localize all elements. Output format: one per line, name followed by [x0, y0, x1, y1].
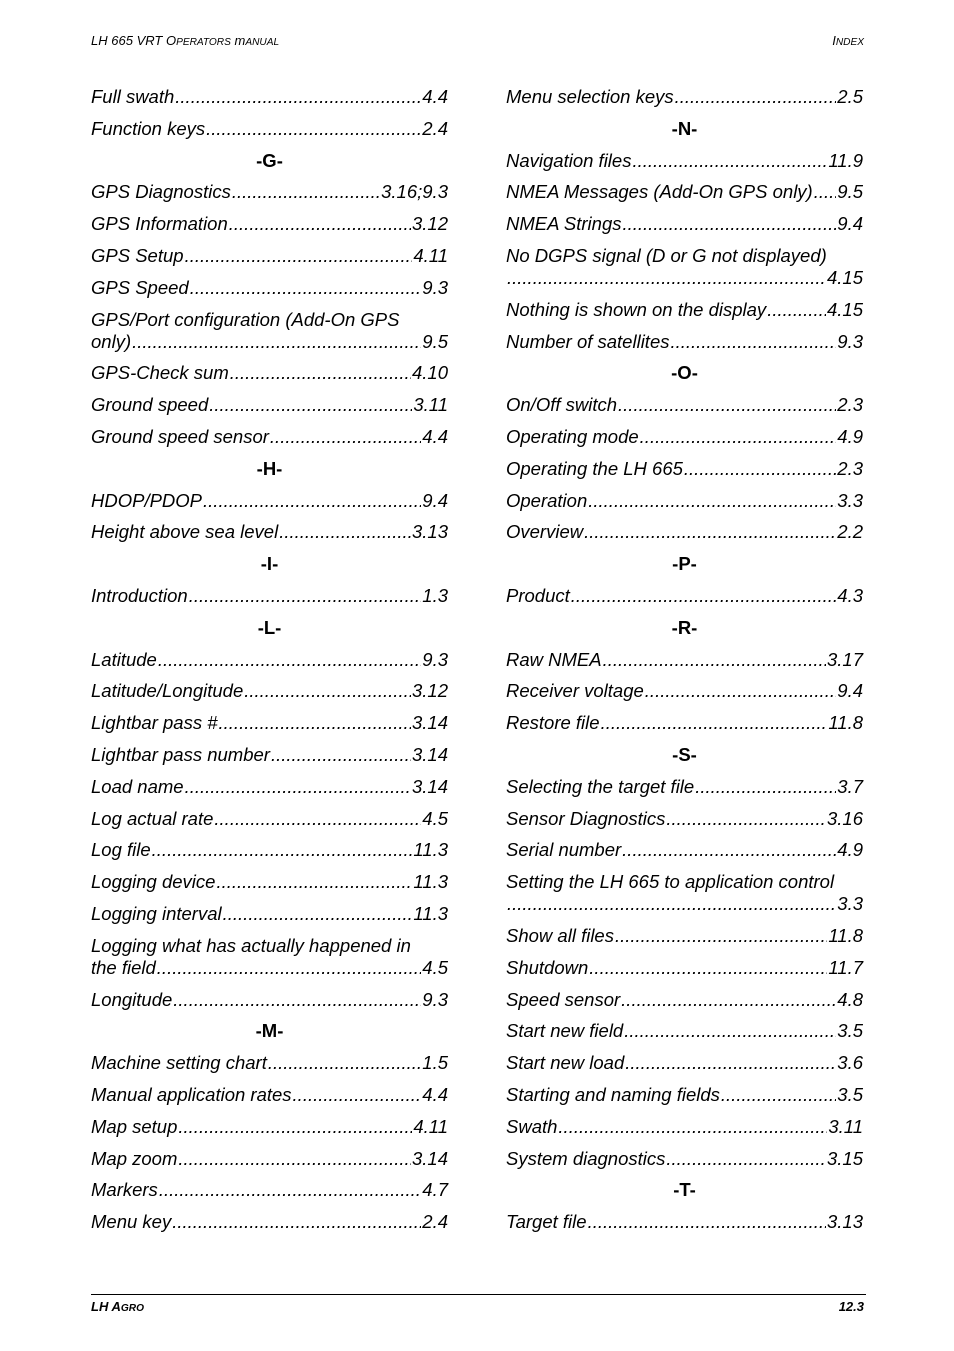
index-term: Ground speed sensor: [91, 425, 269, 447]
index-term: Navigation files: [506, 149, 632, 171]
index-entry: [91, 362, 448, 384]
index-page-ref: 2.3: [837, 394, 863, 416]
index-term: Menu selection keys: [506, 86, 674, 107]
index-entry: [91, 839, 448, 861]
index-entry: [91, 649, 448, 671]
dot-leader: [622, 213, 836, 235]
index-term: Speed sensor: [506, 988, 621, 1010]
index-term: Map setup: [91, 1115, 178, 1137]
index-letter-heading: -H-: [256, 457, 283, 479]
dot-leader: [632, 150, 827, 172]
dot-leader: [244, 680, 411, 702]
index-page-ref: 3.3: [837, 489, 863, 511]
index-term: Latitude/Longitude: [91, 680, 244, 702]
index-page-ref: 4.9: [837, 425, 863, 447]
dot-leader: [159, 1179, 421, 1201]
index-term: System diagnostics: [506, 1147, 666, 1169]
dot-leader: [721, 1084, 836, 1106]
index-entry: [91, 989, 448, 1011]
index-term: GPS Diagnostics: [91, 181, 231, 203]
manual-title: LH 665 VRT OPERATORS mANUAL: [91, 33, 280, 48]
index-term: Starting and naming fields: [506, 1083, 720, 1105]
index-entry: [506, 1148, 863, 1170]
index-letter-heading: -N-: [671, 117, 698, 139]
dot-leader: [666, 808, 826, 830]
index-entry: [91, 935, 448, 979]
dot-leader: [152, 839, 413, 861]
index-entry: [91, 744, 448, 766]
index-entry: [91, 1148, 448, 1170]
index-page-ref: 1.5: [422, 1052, 448, 1074]
dot-leader: [223, 903, 413, 925]
index-page-ref: 4.7: [422, 1179, 448, 1201]
index-term: Introduction: [91, 584, 188, 606]
index-entry: [506, 1084, 863, 1106]
index-term: Receiver voltage: [506, 680, 644, 702]
index-term: Logging interval: [91, 902, 222, 924]
index-term: Start new field: [506, 1020, 624, 1042]
index-term: Product: [506, 584, 570, 606]
index-entry: [506, 957, 863, 979]
index-page-ref: 2.3: [837, 457, 863, 479]
index-page-ref: 3.14: [411, 775, 448, 797]
dot-leader: [279, 521, 411, 543]
dot-leader: [203, 490, 421, 512]
dot-leader: [175, 86, 421, 108]
index-page-ref: 11.7: [828, 956, 863, 978]
index-page-ref: 4.10: [411, 362, 448, 384]
index-page-ref: 3.13: [411, 521, 448, 543]
index-term: NMEA Messages (Add-On GPS only): [506, 181, 813, 203]
index-entry: [506, 1116, 863, 1138]
index-page-ref: 9.5: [422, 330, 448, 352]
index-term: Log actual rate: [91, 807, 214, 829]
dot-leader: [675, 86, 837, 108]
index-page-ref: 4.11: [413, 1115, 448, 1137]
index-page-ref: 11.8: [828, 712, 863, 734]
index-term: only): [91, 330, 132, 352]
dot-leader: [814, 181, 837, 203]
index-term: Manual application rates: [91, 1083, 292, 1105]
index-entry: [91, 394, 448, 416]
dot-leader: [670, 331, 836, 353]
index-page-ref: 3.5: [837, 1020, 863, 1042]
index-entry: [506, 458, 863, 480]
index-entry: [91, 426, 448, 448]
index-entry: [506, 776, 863, 798]
index-entry: [506, 712, 863, 734]
index-entry: [506, 394, 863, 416]
dot-leader: [219, 712, 411, 734]
dot-leader: [621, 989, 836, 1011]
index-entry: [506, 331, 863, 353]
index-term: Swath: [506, 1115, 558, 1137]
index-entry: [506, 213, 863, 235]
index-term: Logging device: [91, 871, 216, 893]
index-page-ref: 4.3: [837, 584, 863, 606]
index-term: Function keys: [91, 117, 206, 139]
index-page-ref: 1.3: [422, 584, 448, 606]
index-page-ref: 11.9: [828, 149, 863, 171]
index-page-ref: 3.6: [837, 1052, 863, 1074]
dot-leader: [624, 1020, 836, 1042]
index-letter-heading: -L-: [257, 616, 282, 638]
dot-leader: [588, 1211, 826, 1233]
index-page-ref: 3.7: [837, 775, 863, 797]
dot-leader: [214, 808, 421, 830]
dot-leader: [622, 839, 836, 861]
index-entry: [506, 839, 863, 861]
index-term: Restore file: [506, 712, 600, 734]
dot-leader: [230, 362, 411, 384]
dot-leader: [588, 490, 836, 512]
index-entry: [506, 490, 863, 512]
index-page-ref: 3.11: [413, 394, 448, 416]
index-term: Menu key: [91, 1211, 172, 1233]
index-entry: [506, 989, 863, 1011]
index-entry: [91, 808, 448, 830]
section-title: INDEX: [832, 33, 864, 48]
index-entry: [91, 277, 448, 299]
index-page-ref: 4.8: [837, 988, 863, 1010]
dot-leader: [603, 649, 826, 671]
index-term-line: Logging what has actually happened in: [91, 934, 411, 956]
index-entry: [91, 86, 448, 108]
dot-leader: [206, 118, 421, 140]
index-entry: [506, 245, 863, 289]
dot-leader: [172, 1211, 421, 1233]
dot-leader: [232, 181, 380, 203]
dot-leader: [189, 585, 422, 607]
index-term: Map zoom: [91, 1147, 178, 1169]
dot-leader: [270, 426, 421, 448]
index-page-ref: 2.5: [837, 86, 863, 107]
index-term: Height above sea level: [91, 521, 279, 543]
index-page-ref: 9.4: [837, 213, 863, 235]
index-page-ref: 3.11: [828, 1115, 863, 1137]
index-page-ref: 3.14: [411, 743, 448, 765]
index-term: GPS Information: [91, 213, 228, 235]
index-term: Longitude: [91, 988, 173, 1010]
dot-leader: [640, 426, 837, 448]
page-footer: [91, 1294, 866, 1314]
index-term: GPS Speed: [91, 276, 189, 298]
index-term: Load name: [91, 775, 184, 797]
index-page-ref: 3.12: [411, 213, 448, 235]
dot-leader: [132, 331, 421, 353]
index-page-ref: 9.5: [837, 181, 863, 203]
dot-leader: [601, 712, 828, 734]
dot-leader: [684, 458, 836, 480]
index-page-ref: 3.3: [837, 893, 863, 915]
index-letter-heading: -S-: [672, 743, 697, 765]
index-entry: [506, 871, 863, 915]
index-entry: [91, 521, 448, 543]
dot-leader: [178, 1148, 411, 1170]
index-page-ref: 2.4: [422, 1211, 448, 1233]
index-entry: [91, 213, 448, 235]
index-entry: [91, 1052, 448, 1074]
dot-leader: [293, 1084, 422, 1106]
index-entry: [506, 649, 863, 671]
index-term-line: GPS/Port configuration (Add-On GPS: [91, 308, 400, 330]
index-term: Raw NMEA: [506, 648, 602, 670]
index-term: Latitude: [91, 648, 157, 670]
dot-leader: [558, 1116, 827, 1138]
index-page-ref: 3.14: [411, 712, 448, 734]
index-letter-heading: -R-: [671, 616, 698, 638]
index-entry: [91, 309, 448, 353]
index-letter-heading: -T-: [673, 1179, 696, 1201]
index-page-ref: 9.4: [837, 680, 863, 702]
index-page-ref: 3.17: [826, 648, 863, 670]
index-entry: [91, 490, 448, 512]
index-term: Lightbar pass #: [91, 712, 218, 734]
index-entry: [506, 299, 863, 321]
index-page-ref: 4.4: [422, 1083, 448, 1105]
index-entry: [506, 680, 863, 702]
dot-leader: [216, 871, 412, 893]
index-entry: [91, 1116, 448, 1138]
index-page-ref: 11.3: [413, 871, 448, 893]
index-term: GPS Setup: [91, 244, 184, 266]
index-term: Ground speed: [91, 394, 209, 416]
index-entry: [506, 808, 863, 830]
index-entry: [91, 1179, 448, 1201]
index-page-ref: 3.13: [826, 1211, 863, 1233]
index-page-ref: 4.5: [422, 956, 448, 978]
index-page-ref: 4.9: [837, 839, 863, 861]
index-entry: [506, 925, 863, 947]
index-term: Target file: [506, 1211, 587, 1233]
index-page-ref: 9.3: [422, 648, 448, 670]
dot-leader: [645, 680, 836, 702]
index-term: Lightbar pass number: [91, 743, 270, 765]
company-name: LH AGRO: [91, 1299, 144, 1314]
index-term: Selecting the target file: [506, 775, 695, 797]
index-term: Markers: [91, 1179, 158, 1201]
index-page-ref: 4.11: [413, 244, 448, 266]
index-page-ref: 3.5: [837, 1083, 863, 1105]
index-entry: [91, 181, 448, 203]
index-entry: [91, 245, 448, 267]
index-term: Serial number: [506, 839, 622, 861]
index-entry: [506, 1211, 863, 1233]
index-term: Sensor Diagnostics: [506, 807, 666, 829]
index-term: Show all files: [506, 924, 614, 946]
dot-leader: [767, 299, 826, 321]
index-term-line: No DGPS signal (D or G not displayed): [506, 244, 827, 266]
index-letter-heading: -M-: [255, 1020, 284, 1042]
index-letter-heading: -O-: [671, 362, 698, 384]
index-term-line: Setting the LH 665 to application control: [506, 871, 835, 893]
index-page-ref: 3.12: [411, 680, 448, 702]
index-entry: [91, 585, 448, 607]
index-page-ref: 9.4: [422, 489, 448, 511]
page-number: 12.3: [838, 1299, 864, 1314]
index-entry: [506, 1052, 863, 1074]
dot-leader: [625, 1052, 836, 1074]
dot-leader: [190, 277, 422, 299]
dot-leader: [584, 521, 836, 543]
index-letter-heading: -I-: [260, 553, 279, 575]
index-term: Number of satellites: [506, 330, 670, 352]
index-term: Operating mode: [506, 425, 639, 447]
dot-leader: [615, 925, 827, 947]
index-term: Nothing is shown on the display: [506, 298, 767, 320]
index-page-ref: 9.3: [422, 276, 448, 298]
dot-leader: [507, 267, 826, 289]
dot-leader: [666, 1148, 826, 1170]
index-entry: [506, 585, 863, 607]
index-term: On/Off switch: [506, 394, 618, 416]
index-entry: [91, 118, 448, 140]
index-term: Overview: [506, 521, 584, 543]
index-entry: [91, 712, 448, 734]
index-letter-heading: -P-: [672, 553, 697, 575]
index-page-ref: 4.4: [422, 425, 448, 447]
dot-leader: [271, 744, 411, 766]
index-page-ref: 3.14: [411, 1147, 448, 1169]
index-entry: [91, 871, 448, 893]
index-entry: [91, 1211, 448, 1233]
index-term: Start new load: [506, 1052, 625, 1074]
index-page-ref: 11.3: [413, 902, 448, 924]
dot-leader: [185, 776, 411, 798]
index-column-right: [506, 86, 863, 1243]
dot-leader: [209, 394, 412, 416]
index-term: Log file: [91, 839, 151, 861]
index-term: Operation: [506, 489, 588, 511]
index-page-ref: 4.15: [826, 266, 863, 288]
index-term: GPS-Check sum: [91, 362, 229, 384]
index-page-ref: 11.8: [828, 924, 863, 946]
index-entry: [91, 1084, 448, 1106]
index-entry: [506, 521, 863, 543]
index-page-ref: 4.5: [422, 807, 448, 829]
dot-leader: [268, 1052, 421, 1074]
index-term: HDOP/PDOP: [91, 489, 203, 511]
index-term: Operating the LH 665: [506, 457, 683, 479]
index-page-ref: 2.2: [837, 521, 863, 543]
index-page-ref: 2.4: [422, 117, 448, 139]
index-letter-heading: -G-: [256, 149, 283, 171]
index-page-ref: 4.4: [422, 86, 448, 107]
index-entry: [91, 903, 448, 925]
dot-leader: [507, 893, 836, 915]
dot-leader: [618, 394, 836, 416]
dot-leader: [157, 957, 421, 979]
index-entry: [506, 1020, 863, 1042]
index-page-ref: 3.15: [826, 1147, 863, 1169]
index-page-ref: 11.3: [413, 839, 448, 861]
index-term: Machine setting chart: [91, 1052, 267, 1074]
index-term: Full swath: [91, 86, 175, 107]
dot-leader: [571, 585, 837, 607]
dot-leader: [178, 1116, 412, 1138]
index-entry: [91, 680, 448, 702]
index-page-ref: 3.16;9.3: [381, 181, 448, 203]
dot-leader: [173, 989, 421, 1011]
index-entry: [506, 181, 863, 203]
index-page-ref: 4.15: [826, 298, 863, 320]
dot-leader: [185, 245, 413, 267]
index-page-ref: 9.3: [837, 330, 863, 352]
dot-leader: [229, 213, 411, 235]
dot-leader: [589, 957, 827, 979]
dot-leader: [695, 776, 836, 798]
dot-leader: [158, 649, 421, 671]
index-entry: [506, 150, 863, 172]
index-page-ref: 3.16: [826, 807, 863, 829]
index-term: NMEA Strings: [506, 213, 622, 235]
index-column-left: [91, 86, 448, 1243]
index-term: the field: [91, 956, 156, 978]
index-term: Shutdown: [506, 956, 589, 978]
index-page-ref: 9.3: [422, 988, 448, 1010]
index-entry: [91, 776, 448, 798]
index-entry: [506, 426, 863, 448]
index-entry: [506, 86, 863, 108]
